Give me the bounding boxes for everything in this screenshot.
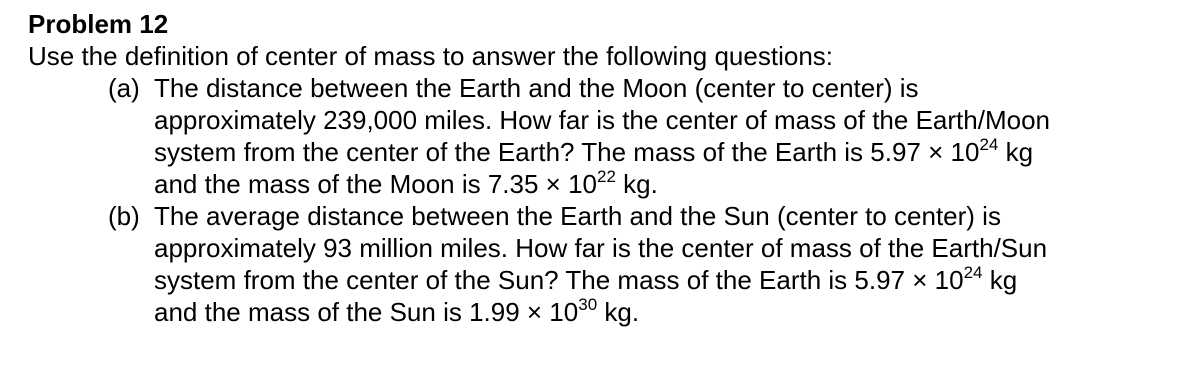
part-b-marker: (b) bbox=[108, 201, 140, 231]
problem-intro: Use the definition of center of mass to answer the following questions: bbox=[28, 41, 833, 71]
part-a-line-3 bbox=[154, 136, 1188, 168]
part-a-line-3-text: system from the center of the Earth? The mass of the Earth is 5.97 × 10 bbox=[154, 137, 980, 167]
part-b-line-1: The average distance between the Earth and the Sun (center to center) is bbox=[154, 201, 1001, 231]
part-a-unit-1: kg bbox=[998, 137, 1034, 167]
part-a-line-2: approximately 239,000 miles. How far is the center of mass of the Earth/Moon bbox=[154, 105, 1050, 135]
part-a-unit-2: kg. bbox=[615, 169, 658, 199]
part-b bbox=[28, 200, 1188, 328]
part-b-line-4-text: and the mass of the Sun is 1.99 × 10 bbox=[154, 297, 579, 327]
part-a-exponent-2: 22 bbox=[597, 167, 616, 187]
part-a-line-4-text: and the mass of the Moon is 7.35 × 10 bbox=[154, 169, 598, 199]
part-b-unit-1: kg bbox=[982, 265, 1018, 295]
part-a-line-1: The distance between the Earth and the Moon (center to center) is bbox=[154, 73, 919, 103]
part-b-exponent-1: 24 bbox=[963, 263, 983, 283]
part-a bbox=[28, 72, 1188, 200]
problem-title: Problem 12 bbox=[28, 9, 169, 39]
part-b-line-3 bbox=[154, 264, 1188, 296]
part-b-line-4 bbox=[154, 296, 1188, 328]
problem-document bbox=[28, 8, 1188, 328]
part-a-exponent-1: 24 bbox=[979, 135, 999, 155]
part-a-marker: (a) bbox=[108, 73, 140, 103]
part-b-unit-2: kg. bbox=[597, 297, 640, 327]
part-b-line-3-text: system from the center of the Sun? The mass of the Earth is 5.97 × 10 bbox=[154, 265, 964, 295]
part-a-line-4 bbox=[154, 168, 1188, 200]
part-b-line-2: approximately 93 million miles. How far is the center of mass of the Earth/Sun bbox=[154, 233, 1048, 263]
part-b-exponent-2: 30 bbox=[578, 295, 598, 315]
